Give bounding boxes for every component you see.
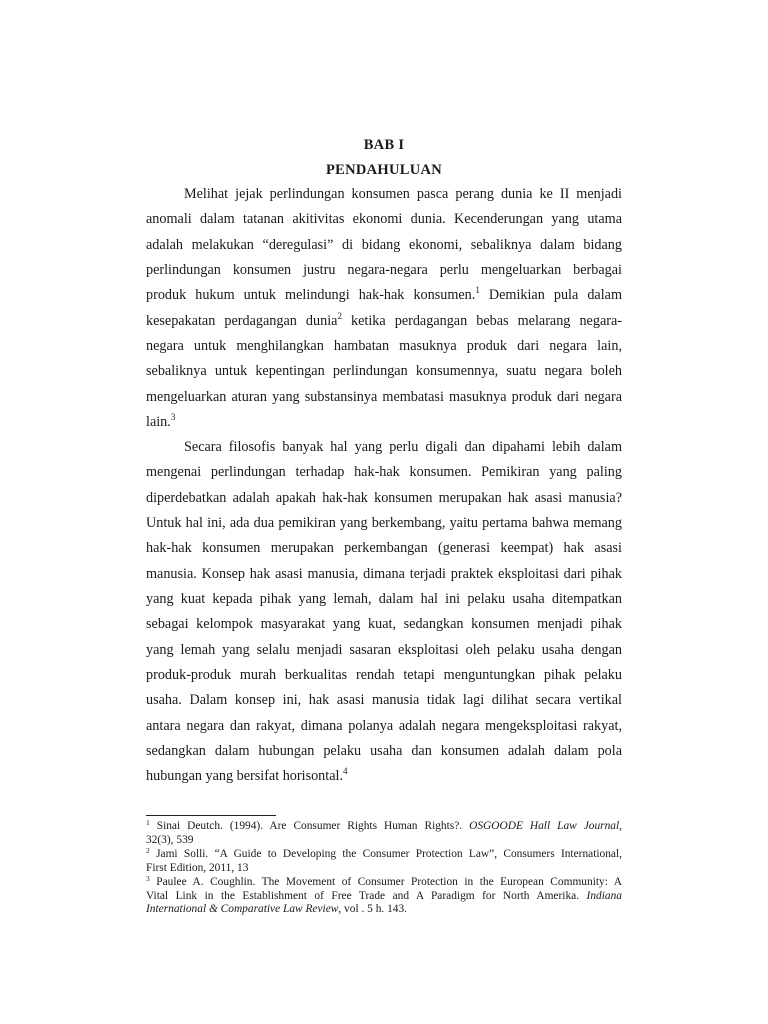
- footnote-line: $^1$ Sinai Deutch. (1994). Are Consumer Rights Human Rights?. OSGOODE Hall Law Journal,: [146, 818, 622, 832]
- footnote-line: International & Comparative Law Review, vol . 5 h. 143.: [146, 903, 408, 916]
- text-line: adalah melakukan “deregulasi” di bidang ekonomi, sebaliknya dalam bidang: [146, 236, 622, 253]
- paragraph-philosophy: [146, 435, 622, 790]
- footnotes: [146, 820, 622, 917]
- journal-title: Indiana: [586, 889, 622, 902]
- text-line: Secara filosofis banyak hal yang perlu digali dan dipahami lebih dalam: [184, 439, 622, 455]
- text-line: mengenai perlindungan terhadap hak-hak konsumen. Pemikiran yang paling: [146, 464, 622, 481]
- text-line: manusia. Konsep hak asasi manusia, dimana terjadi praktek eksploitasi dari pihak: [146, 565, 622, 582]
- footnote-number: 1: [146, 818, 150, 827]
- text-line: perlindungan konsumen justru negara-negara perlu mengeluarkan berbagai: [146, 262, 622, 279]
- footnote-separator: [146, 815, 276, 816]
- text-line: hubungan yang bersifat horisontal.$^4$: [146, 766, 348, 785]
- journal-title: International & Comparative Law Review: [146, 903, 339, 916]
- footnote-ref: 2: [337, 310, 342, 321]
- text-line: diperdebatkan adalah apakah hak-hak konsumen merupakan hak asasi manusia?: [146, 489, 622, 506]
- text-line: usaha. Dalam konsep ini, hak asasi manusia tidak lagi dilihat secara vertikal: [146, 692, 622, 709]
- text-line: lain.$^3$: [146, 412, 176, 431]
- text-line: sebagai kelompok masyarakat yang kuat, sedangkan konsumen menjadi pihak: [146, 616, 622, 633]
- text-line: yang lemah yang selalu menjadi sasaran eksploitasi oleh pelaku usaha dengan: [146, 641, 622, 658]
- chapter-title: PENDAHULUAN: [325, 162, 443, 178]
- text-line: yang kuat kepada pihak yang lemah, dalam hal ini pelaku usaha ditempatkan: [146, 591, 622, 608]
- text-line: anomali dalam tatanan akitivitas ekonomi dunia. Kecenderungan yang utama: [146, 211, 622, 228]
- footnote-line: $^3$ Paulee A. Coughlin. The Movement of Consumer Protection in the European Community: A: [146, 873, 622, 888]
- footnote-line: 32(3), 539: [146, 833, 194, 846]
- text-line: mengeluarkan aturan yang substansinya membatasi masuknya produk dari negara: [146, 388, 622, 405]
- text-line: hak-hak konsumen merupakan perkembangan (generasi keempat) hak asasi: [146, 540, 622, 557]
- footnote-3: [146, 873, 622, 918]
- footnote-line: Vital Link in the Establishment of Free Trade and A Paradigm for North Amerika. Indiana: [146, 889, 622, 902]
- journal-title: OSGOODE Hall Law Journal,: [469, 820, 622, 832]
- text-line: Untuk hal ini, ada dua pemikiran yang berkembang, yaitu pertama bahwa memang: [146, 515, 622, 532]
- text-line: negara untuk menghilangkan hambatan masuknya produk dari negara lain,: [146, 338, 622, 355]
- footnote-2: [146, 845, 622, 876]
- footnote-1: [146, 820, 622, 848]
- footnote-ref: 3: [170, 412, 176, 423]
- footnote-number: 3: [146, 873, 150, 883]
- text-line: sebaliknya untuk kepentingan perlindungan konsumennya, suatu negara boleh: [146, 363, 622, 380]
- text-line: produk-produk murah berkualitas rendah tetapi menguntungkan pihak pelaku: [146, 667, 622, 684]
- chapter-number: BAB I: [363, 137, 405, 153]
- paragraph-intro: [146, 182, 622, 435]
- footnote-ref: 4: [343, 766, 348, 777]
- footnote-line: $^2$ Jami Solli. “A Guide to Developing the Consumer Protection Law”, Consumers International,: [146, 845, 622, 860]
- footnote-ref: 1: [475, 285, 480, 296]
- text-line: antara negara dan rakyat, dimana polanya adalah negara mengeksploitasi rakyat,: [146, 717, 622, 734]
- footnote-number: 2: [146, 845, 150, 855]
- text-line: produk hukum untuk melindungi hak-hak konsumen.$^1$ Demikian pula dalam: [146, 285, 622, 304]
- text-line: Melihat jejak perlindungan konsumen pasca perang dunia ke II menjadi: [184, 186, 622, 202]
- text-line: kesepakatan perdagangan dunia$^2$ ketika perdagangan bebas melarang negara-: [146, 310, 622, 329]
- text-line: sedangkan dalam hubungan pelaku usaha dan konsumen adalah dalam pola: [146, 743, 622, 760]
- footnote-line: First Edition, 2011, 13: [146, 861, 249, 874]
